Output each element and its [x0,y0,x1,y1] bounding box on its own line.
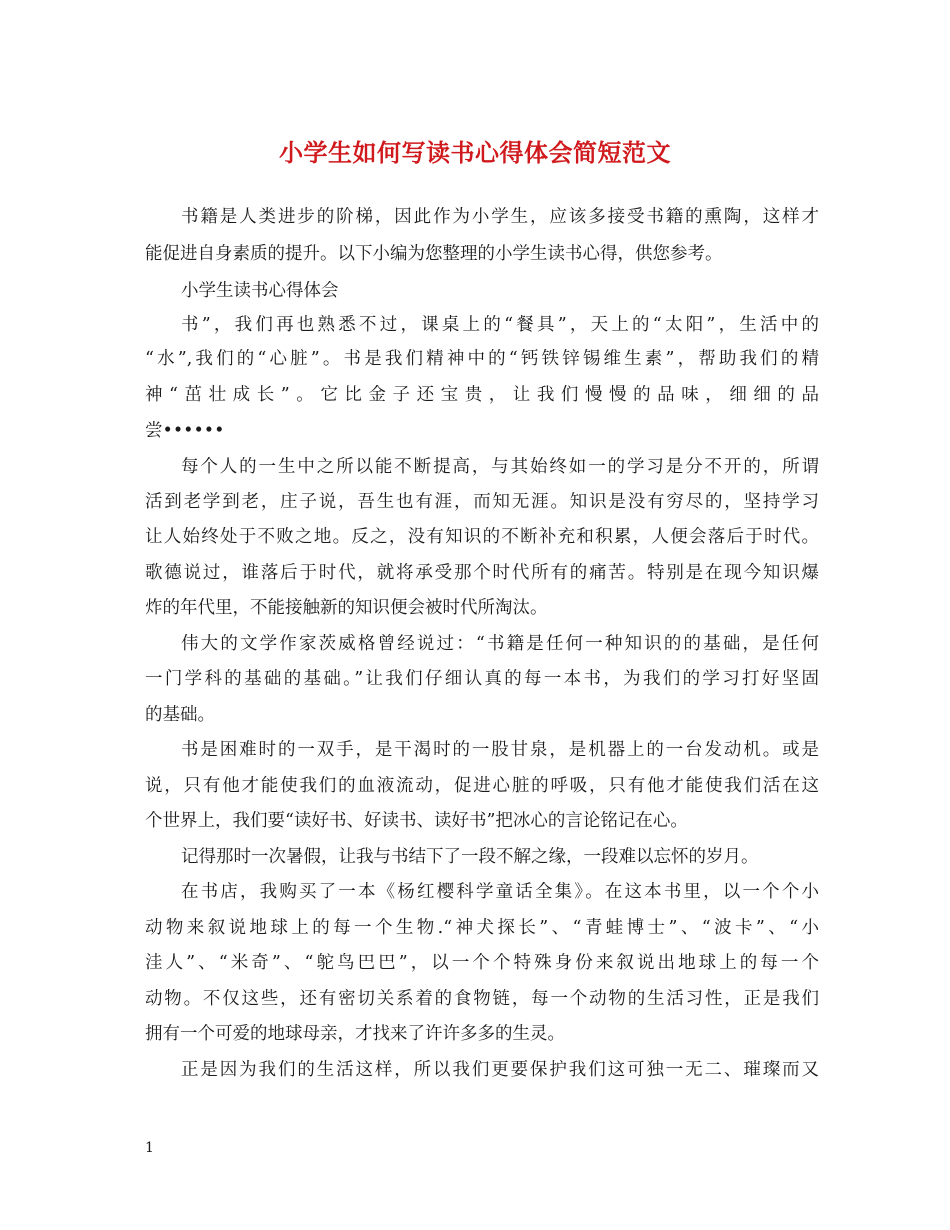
text-line: 歌德说过，谁落后于时代，就将承受那个时代所有的痛苦。特别是在现今知识爆 [145,563,819,583]
text-line: 让人始终处于不败之地。反之，没有知识的不断补充和积累，人便会落后于时代。 [145,527,819,547]
text-line: 正是因为我们的生活这样，所以我们更要保护我们这可独一无二、璀璨而又 [181,1060,819,1080]
text-line: 小学生读书心得体会 [181,281,339,301]
text-line: 伟大的文学作家茨威格曾经说过：“书籍是任何一种知识的的基础，是任何 [181,634,819,654]
text-line: 能促进自身素质的提升。以下小编为您整理的小学生读书心得，供您参考。 [145,244,723,264]
text-line: 在书店，我购买了一本《杨红樱科学童话全集》。在这本书里，以一个个小 [181,882,819,902]
text-line: 神“茁壮成长”。它比金子还宝贵，让我们慢慢的品味，细细的品 [145,385,819,405]
text-line: 说，只有他才能使我们的血液流动，促进心脏的呼吸，只有他才能使我们活在这 [145,776,819,796]
text-line: “水”,我们的“心脏”。书是我们精神中的“钙铁锌锡维生素”，帮助我们的精 [145,349,819,369]
text-line: 书是困难时的一双手，是干渴时的一股甘泉，是机器上的一台发动机。或是 [181,740,819,760]
text-line: 的基础。 [145,705,215,725]
text-line: 洼人”、“米奇”、“鸵鸟巴巴”，以一个个特殊身份来叙说出地球上的每一个 [145,953,819,973]
text-line: 个世界上，我们要“读好书、好读书、读好书”把冰心的言论铭记在心。 [145,811,688,831]
text-line: 尝•••••• [145,421,225,441]
text-line: 记得那时一次暑假，让我与书结下了一段不解之缘，一段难以忘怀的岁月。 [181,847,759,867]
text-line: 动物。不仅这些，还有密切关系着的食物链，每一个动物的生活习性，正是我们 [145,989,819,1009]
text-line: 炸的年代里，不能接触新的知识便会被时代所淘汰。 [145,598,548,618]
text-line: 每个人的一生中之所以能不断提高，与其始终如一的学习是分不开的，所谓 [181,457,819,477]
text-line: 拥有一个可爱的地球母亲，才找来了许许多多的生灵。 [145,1024,565,1044]
text-line: 动物来叙说地球上的每一个生物.“神犬探长”、“青蛙博士”、“波卡”、“小 [145,918,819,938]
page-number: 1 [145,1140,154,1156]
text-line: 一门学科的基础的基础。”让我们仔细认真的每一本书，为我们的学习打好坚固 [145,669,819,689]
text-line: 活到老学到老，庄子说，吾生也有涯，而知无涯。知识是没有穷尽的，坚持学习 [145,492,819,512]
text-line: 书籍是人类进步的阶梯，因此作为小学生，应该多接受书籍的熏陶，这样才 [181,207,819,227]
text-line: 书”，我们再也熟悉不过，课桌上的“餐具”，天上的“太阳”，生活中的 [181,315,819,335]
document-title: 小学生如何写读书心得体会简短范文 [279,138,671,167]
